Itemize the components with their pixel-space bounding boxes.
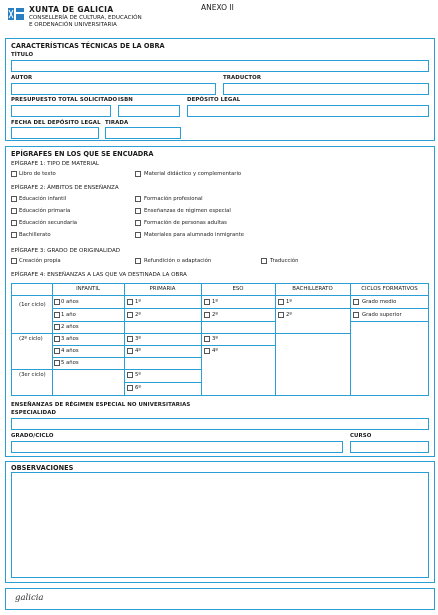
checkbox-primaria-6[interactable] bbox=[127, 385, 133, 391]
row-rule bbox=[52, 357, 201, 358]
org-name: XUNTA DE GALICIA bbox=[29, 5, 114, 14]
label-traductor: TRADUCTOR bbox=[223, 75, 262, 81]
ep1-title: EPÍGRAFE 1: TIPO DE MATERIAL bbox=[11, 161, 100, 167]
option-formacion-profesional: Formación profesional bbox=[144, 196, 203, 202]
checkbox-primaria-2[interactable] bbox=[127, 312, 133, 318]
option-creacion-propia: Creación propia bbox=[19, 258, 61, 264]
checkbox-eso-2[interactable] bbox=[204, 312, 210, 318]
ep4-col-sep bbox=[201, 283, 202, 396]
option-primaria-6: 6º bbox=[135, 385, 141, 391]
option-0-anos: 0 años bbox=[61, 299, 79, 305]
ep4-header-rule bbox=[11, 295, 429, 296]
isbn-field[interactable] bbox=[118, 105, 180, 117]
row-rule bbox=[350, 321, 429, 322]
header-eso: ESO bbox=[232, 286, 244, 292]
row-rule bbox=[52, 321, 124, 322]
label-fecha-deposito: FECHA DEL DEPÓSITO LEGAL bbox=[11, 120, 101, 126]
option-bachillerato: Bachillerato bbox=[19, 232, 51, 238]
ep4-title: EPÍGRAFE 4: ENSEÑANZAS A LAS QUE VA DESTINADA LA OBRA bbox=[11, 272, 187, 278]
checkbox-primaria-3[interactable] bbox=[127, 336, 133, 342]
header-infantil: INFANTIL bbox=[76, 286, 100, 292]
footer-bar bbox=[5, 588, 435, 610]
option-2-anos: 2 años bbox=[61, 324, 79, 330]
row-rule bbox=[201, 345, 275, 346]
row-rule bbox=[11, 369, 201, 370]
row-rule bbox=[124, 382, 201, 383]
option-traduccion: Traducción bbox=[270, 258, 299, 264]
checkbox-eso-1[interactable] bbox=[204, 299, 210, 305]
ep4-col-sep bbox=[124, 283, 125, 396]
label-titulo: TÍTULO bbox=[11, 52, 34, 58]
option-bach-1: 1º bbox=[286, 299, 292, 305]
label-deposito: DEPÓSITO LEGAL bbox=[187, 97, 241, 103]
option-1-ano: 1 año bbox=[61, 312, 76, 318]
ep4-col-sep bbox=[350, 283, 351, 396]
option-libro-texto: Libro de texto bbox=[19, 171, 56, 177]
xunta-logo bbox=[6, 6, 26, 22]
cycle-2: (2º ciclo) bbox=[19, 336, 43, 342]
org-department-line1: CONSELLERÍA DE CULTURA, EDUCACIÓN bbox=[29, 15, 142, 21]
row-rule bbox=[350, 308, 429, 309]
checkbox-creacion-propia[interactable] bbox=[11, 258, 17, 264]
autor-field[interactable] bbox=[11, 83, 216, 95]
option-5-anos: 5 años bbox=[61, 360, 79, 366]
option-material-didactico: Material didáctico y complementario bbox=[144, 171, 242, 177]
option-4-anos: 4 años bbox=[61, 348, 79, 354]
header-primaria: PRIMARIA bbox=[149, 286, 176, 292]
option-primaria-3: 3º bbox=[135, 336, 141, 342]
checkbox-libro-texto[interactable] bbox=[11, 171, 17, 177]
checkbox-primaria-1[interactable] bbox=[127, 299, 133, 305]
checkbox-eso-4[interactable] bbox=[204, 348, 210, 354]
label-isbn: ISBN bbox=[118, 97, 133, 103]
section-technical-title: CARACTERÍSTICAS TÉCNICAS DE LA OBRA bbox=[11, 42, 165, 50]
option-regimen-especial: Enseñanzas de régimen especial bbox=[144, 208, 231, 214]
checkbox-personas-adultas[interactable] bbox=[135, 220, 141, 226]
checkbox-5-anos[interactable] bbox=[54, 360, 60, 366]
label-curso: CURSO bbox=[350, 433, 372, 439]
option-primaria-4: 4º bbox=[135, 348, 141, 354]
checkbox-eso-3[interactable] bbox=[204, 336, 210, 342]
checkbox-0-anos[interactable] bbox=[54, 299, 60, 305]
row-rule bbox=[124, 321, 275, 322]
option-eso-4: 4º bbox=[212, 348, 218, 354]
checkbox-regimen-especial[interactable] bbox=[135, 208, 141, 214]
checkbox-grado-superior[interactable] bbox=[353, 312, 359, 318]
option-educacion-secundaria: Educación secundaria bbox=[19, 220, 78, 226]
checkbox-2-anos[interactable] bbox=[54, 324, 60, 330]
titulo-field[interactable] bbox=[11, 60, 429, 72]
option-primaria-1: 1º bbox=[135, 299, 141, 305]
org-department-line2: E ORDENACIÓN UNIVERSITARIA bbox=[29, 22, 117, 28]
option-eso-3: 3º bbox=[212, 336, 218, 342]
label-especialidad: ESPECIALIDAD bbox=[11, 410, 57, 416]
especialidad-field[interactable] bbox=[11, 418, 429, 430]
label-autor: AUTOR bbox=[11, 75, 33, 81]
ep2-title: EPÍGRAFE 2: ÁMBITOS DE ENSEÑANZA bbox=[11, 185, 119, 191]
option-bach-2: 2º bbox=[286, 312, 292, 318]
option-personas-adultas: Formación de personas adultas bbox=[144, 220, 227, 226]
tirada-field[interactable] bbox=[105, 127, 181, 139]
observaciones-field[interactable] bbox=[11, 472, 429, 578]
checkbox-primaria-5[interactable] bbox=[127, 372, 133, 378]
option-grado-medio: Grado medio bbox=[362, 299, 397, 305]
checkbox-educacion-primaria[interactable] bbox=[11, 208, 17, 214]
deposito-field[interactable] bbox=[187, 105, 429, 117]
grado-ciclo-field[interactable] bbox=[11, 441, 343, 453]
annex-title: ANEXO II bbox=[201, 3, 234, 12]
checkbox-material-didactico[interactable] bbox=[135, 171, 141, 177]
ep3-title: EPÍGRAFE 3: GRADO DE ORIGINALIDAD bbox=[11, 248, 121, 254]
option-refundicion: Refundición o adaptación bbox=[144, 258, 212, 264]
checkbox-alumnado-inmigrante[interactable] bbox=[135, 232, 141, 238]
galicia-logo: galicia bbox=[15, 593, 44, 603]
option-primaria-2: 2º bbox=[135, 312, 141, 318]
header-ciclos: CICLOS FORMATIVOS bbox=[361, 286, 418, 292]
esp-title: ENSEÑANZAS DE RÉGIMEN ESPECIAL NO UNIVERSITARIAS bbox=[11, 402, 191, 408]
checkbox-educacion-secundaria[interactable] bbox=[11, 220, 17, 226]
checkbox-educacion-infantil[interactable] bbox=[11, 196, 17, 202]
checkbox-1-ano[interactable] bbox=[54, 312, 60, 318]
header-bachillerato: BACHILLERATO bbox=[292, 286, 333, 292]
option-primaria-5: 5º bbox=[135, 372, 141, 378]
row-rule bbox=[52, 308, 350, 309]
ep4-col-sep bbox=[275, 283, 276, 396]
option-educacion-primaria: Educación primaria bbox=[19, 208, 71, 214]
section-epigrafes-title: EPÍGRAFES EN LOS QUE SE ENCUADRA bbox=[11, 150, 154, 158]
row-rule bbox=[11, 333, 350, 334]
presupuesto-field[interactable] bbox=[11, 105, 111, 117]
checkbox-bach-2[interactable] bbox=[278, 312, 284, 318]
row-rule bbox=[52, 345, 201, 346]
label-presupuesto: PRESUPUESTO TOTAL SOLICITADO bbox=[11, 97, 118, 103]
label-tirada: TIRADA bbox=[105, 120, 129, 126]
checkbox-3-anos[interactable] bbox=[54, 336, 60, 342]
option-eso-2: 2º bbox=[212, 312, 218, 318]
checkbox-refundicion[interactable] bbox=[135, 258, 141, 264]
option-eso-1: 1º bbox=[212, 299, 218, 305]
label-grado-ciclo: GRADO/CICLO bbox=[11, 433, 54, 439]
checkbox-formacion-profesional[interactable] bbox=[135, 196, 141, 202]
checkbox-primaria-4[interactable] bbox=[127, 348, 133, 354]
option-grado-superior: Grado superior bbox=[362, 312, 402, 318]
cycle-3: (3er ciclo) bbox=[19, 372, 46, 378]
fecha-deposito-field[interactable] bbox=[11, 127, 99, 139]
checkbox-bach-1[interactable] bbox=[278, 299, 284, 305]
cycle-1: (1er ciclo) bbox=[19, 302, 46, 308]
checkbox-traduccion[interactable] bbox=[261, 258, 267, 264]
ep4-col-sep bbox=[52, 283, 53, 396]
traductor-field[interactable] bbox=[223, 83, 429, 95]
checkbox-4-anos[interactable] bbox=[54, 348, 60, 354]
checkbox-grado-medio[interactable] bbox=[353, 299, 359, 305]
option-educacion-infantil: Educación infantil bbox=[19, 196, 67, 202]
curso-field[interactable] bbox=[350, 441, 429, 453]
option-3-anos: 3 años bbox=[61, 336, 79, 342]
option-alumnado-inmigrante: Materiales para alumnado inmigrante bbox=[144, 232, 244, 238]
checkbox-bachillerato[interactable] bbox=[11, 232, 17, 238]
section-observaciones-title: OBSERVACIONES bbox=[11, 464, 74, 472]
